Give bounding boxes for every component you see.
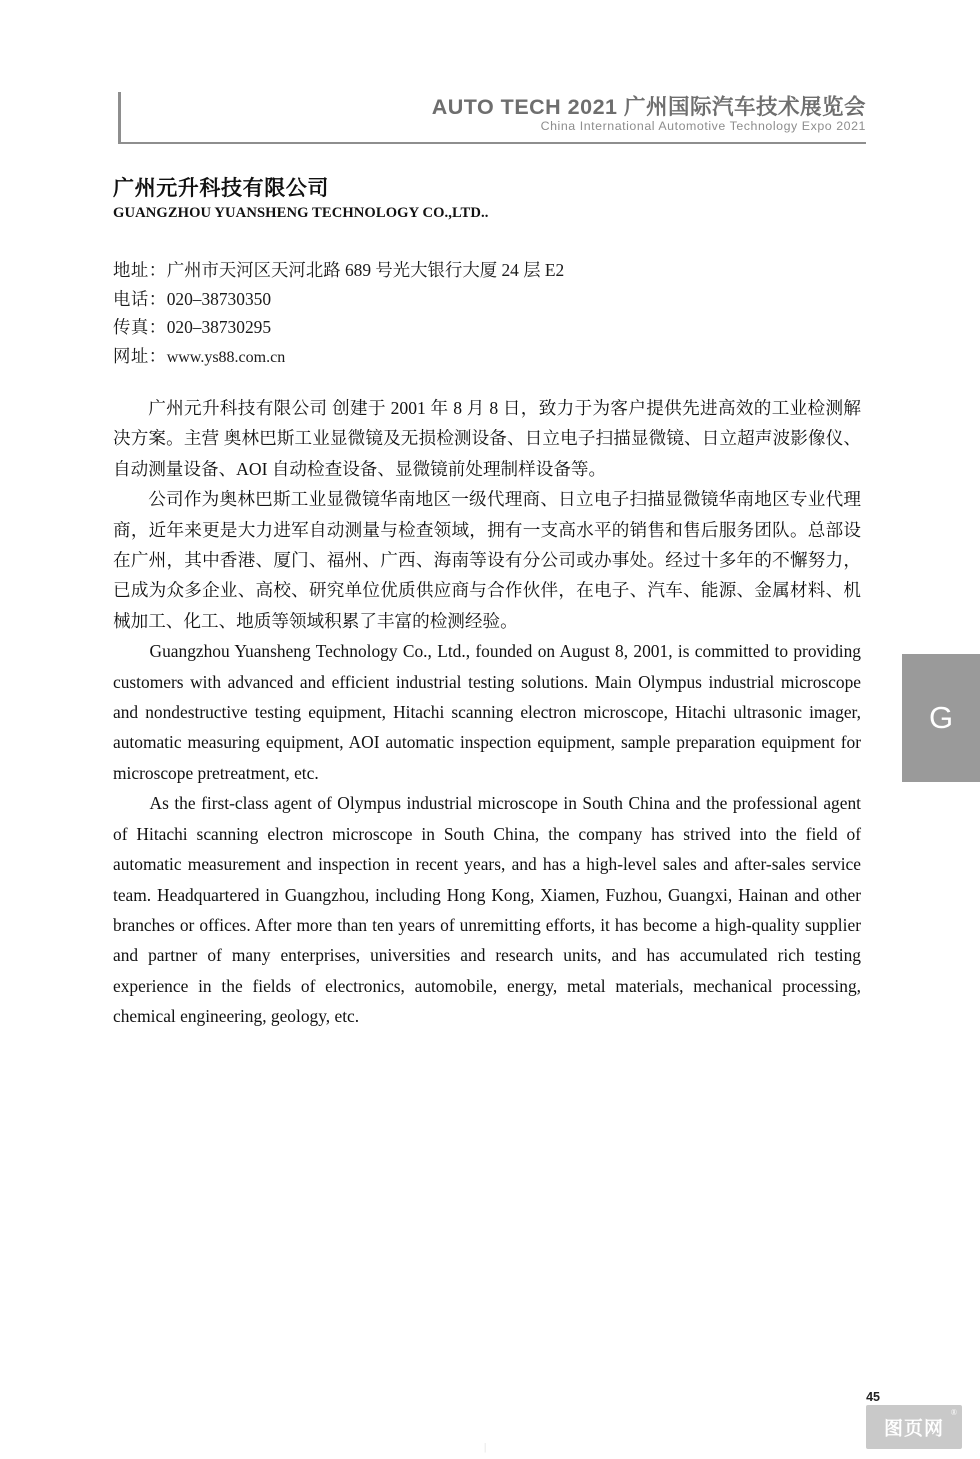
body-content: [113, 393, 861, 1032]
contact-website-label: 网址：: [113, 345, 167, 366]
watermark-text: 图页网: [883, 1418, 944, 1440]
paragraph-zh-2: 公司作为奥林巴斯工业显微镜华南地区一级代理商、日立电子扫描显微镜华南地区专业代理商，近年来更是大力进军自动测量与检查领域，拥有一支高水平的销售和售后服务团队。总部设在广州，其中香港、厦门、福州、广西、海南等设有分公司或办事处。经过十多年的不懈努力，已成为众多企业、高校、研究单位优质供应商与合作伙伴，在电子、汽车、能源、金属材料、机械加工、化工、地质等领域积累了丰富的检测经验。: [113, 489, 861, 631]
paragraph-en-2: As the first-class agent of Olympus industrial microscope in South China and the professional agent of Hitachi scanning electron microscope in South China, the company has strived into the field of automatic measurement and inspection in recent years, and has a high-level sales and after-sales service team. Headquartered in Guangzhou, including Hong Kong, Xiamen, Fuzhou, Guangxi, Hainan and other branches or offices. After more than ten years of unremitting efforts, it has become a high-quality supplier and partner of many enterprises, universities and research units, and has accumulated rich testing experience in the fields of electronics, automobile, energy, metal materials, mechanical processing, chemical engineering, geology, etc.: [113, 793, 861, 1027]
header-left-rule: [118, 92, 121, 144]
contact-address-line: [113, 256, 813, 285]
contact-address-value: 广州市天河区天河北路 689 号光大银行大厦 24 层 E2: [166, 260, 565, 280]
bottom-center-mark: |: [484, 1441, 487, 1453]
page-header: [118, 92, 866, 144]
contact-phone-line: [113, 285, 813, 314]
company-name-zh: 广州元升科技有限公司: [113, 177, 329, 200]
header-bottom-rule: [118, 142, 866, 144]
company-name-en: GUANGZHOU YUANSHENG TECHNOLOGY CO.,LTD..: [113, 205, 489, 221]
header-title-zh: AUTO TECH 2021 广州国际汽车技术展览会: [431, 95, 866, 119]
index-letter-label: G: [928, 700, 954, 735]
index-letter-tab: [902, 654, 980, 782]
page-number: 45: [866, 1390, 880, 1404]
contact-block: [113, 256, 813, 372]
watermark-registered-mark: ®: [950, 1408, 957, 1417]
header-title-en: China International Automotive Technology Expo 2021: [540, 119, 866, 133]
contact-fax-value: 020–38730295: [166, 317, 272, 338]
contact-website-value[interactable]: www.ys88.com.cn: [166, 348, 286, 366]
contact-fax-label: 传真：: [113, 317, 167, 338]
contact-phone-label: 电话：: [113, 288, 167, 309]
paragraph-zh-1: 广州元升科技有限公司 创建于 2001 年 8 月 8 日，致力于为客户提供先进高效的工业检测解决方案。主营 奥林巴斯工业显微镜及无损检测设备、日立电子扫描显微镜、日立超声波影像仪、自动测量设备、AOI 自动检查设备、显微镜前处理制样设备等。: [113, 398, 861, 479]
paragraph-en-1: Guangzhou Yuansheng Technology Co., Ltd., founded on August 8, 2001, is committed to providing customers with advanced and efficient industrial testing solutions. Main Olympus industrial microscope and nondestructive testing equipment, Hitachi scanning electron microscope, Hitachi ultrasonic imager, automatic measuring equipment, AOI automatic inspection equipment, sample preparation equipment for microscope pretreatment, etc.: [113, 641, 861, 783]
contact-fax-line: [113, 313, 813, 342]
contact-address-label: 地址：: [113, 260, 167, 280]
contact-phone-value: 020–38730350: [166, 288, 272, 309]
contact-website-line: [113, 342, 813, 373]
watermark-badge: [866, 1405, 962, 1449]
